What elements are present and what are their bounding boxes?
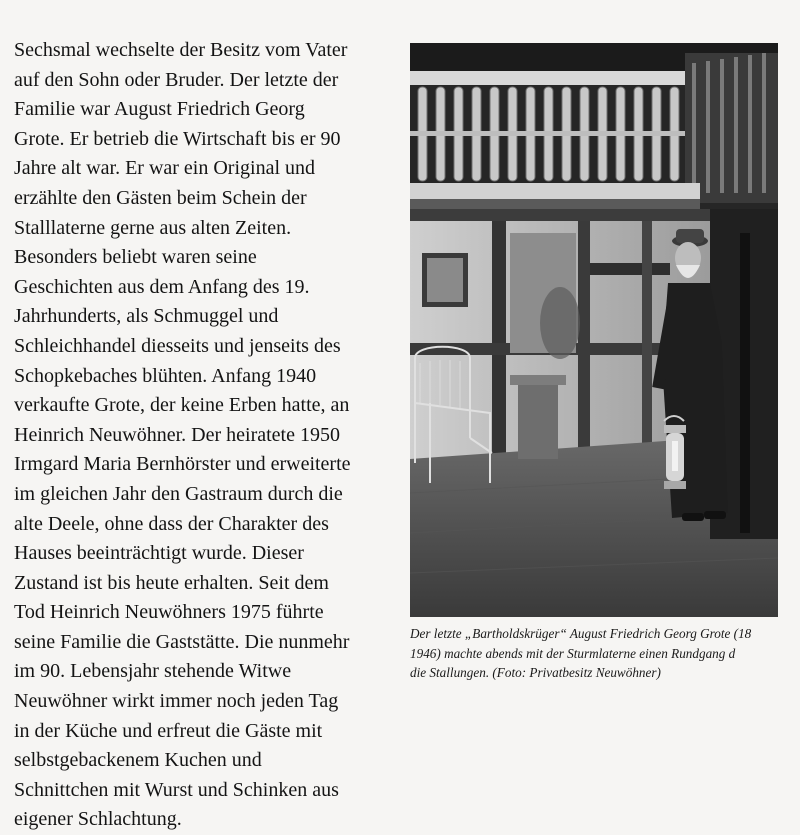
lantern-icon bbox=[664, 416, 686, 489]
text-line: Sechsmal wechselte der Besitz vom Vater bbox=[14, 39, 348, 61]
caption-line: die Stallungen. (Foto: Privatbesitz Neuwöhner) bbox=[410, 665, 661, 680]
text-line: Schnittchen mit Wurst und Schinken aus bbox=[14, 778, 339, 801]
historic-photo bbox=[410, 43, 778, 617]
text-line: in der Küche und erfreut die Gäste mit bbox=[14, 719, 323, 742]
text-line: Neuwöhner wirkt immer noch jeden Tag bbox=[14, 690, 339, 713]
text-line: erzählte den Gästen beim Schein der bbox=[14, 186, 307, 209]
text-line: Heinrich Neuwöhner. Der heiratete 1950 bbox=[14, 423, 340, 446]
text-line: Zustand ist bis heute erhalten. Seit dem bbox=[14, 571, 329, 594]
caption-line: Der letzte „Bartholdskrüger“ August Friedrich Georg Grote (18 bbox=[410, 626, 752, 641]
text-line: alte Deele, ohne dass der Charakter des bbox=[14, 512, 329, 535]
text-line: verkaufte Grote, der keine Erben hatte, an bbox=[14, 394, 350, 417]
text-line: selbstgebackenem Kuchen und bbox=[14, 749, 262, 772]
caption-line: 1946) machte abends mit der Sturmlaterne einen Rundgang d bbox=[410, 645, 736, 661]
text-line: auf den Sohn oder Bruder. Der letzte der bbox=[14, 68, 339, 91]
text-line: Jahre alt war. Er war ein Original und bbox=[14, 157, 316, 180]
text-line: Schopkebaches blühten. Anfang 1940 bbox=[14, 364, 317, 387]
text-line: eigener Schlachtung. bbox=[14, 808, 182, 831]
text-line: Hauses beeinträchtigt wurde. Dieser bbox=[14, 542, 304, 565]
text-line: Irmgard Maria Bernhörster und erweiterte bbox=[14, 453, 351, 476]
text-line: Grote. Er betrieb die Wirtschaft bis er 90 bbox=[14, 127, 341, 150]
text-line: Besonders beliebt waren seine bbox=[14, 246, 257, 269]
text-line: Schleichhandel diesseits und jenseits des bbox=[14, 334, 341, 357]
photo-caption bbox=[410, 624, 790, 683]
text-line: Stalllaterne gerne aus alten Zeiten. bbox=[14, 216, 292, 239]
text-line: im gleichen Jahr den Gastraum durch die bbox=[14, 482, 343, 505]
right-gallery bbox=[685, 53, 778, 203]
text-line: Familie war August Friedrich Georg bbox=[14, 98, 305, 121]
article-text bbox=[14, 36, 406, 835]
text-line: Geschichten aus dem Anfang des 19. bbox=[14, 275, 310, 298]
text-line: Jahrhunderts, als Schmuggel und bbox=[14, 305, 279, 328]
text-line: seine Familie die Gaststätte. Die nunmehr bbox=[14, 630, 350, 653]
text-line: Tod Heinrich Neuwöhners 1975 führte bbox=[14, 601, 324, 624]
text-line: im 90. Lebensjahr stehende Witwe bbox=[14, 660, 292, 683]
wall-picture bbox=[422, 253, 468, 307]
